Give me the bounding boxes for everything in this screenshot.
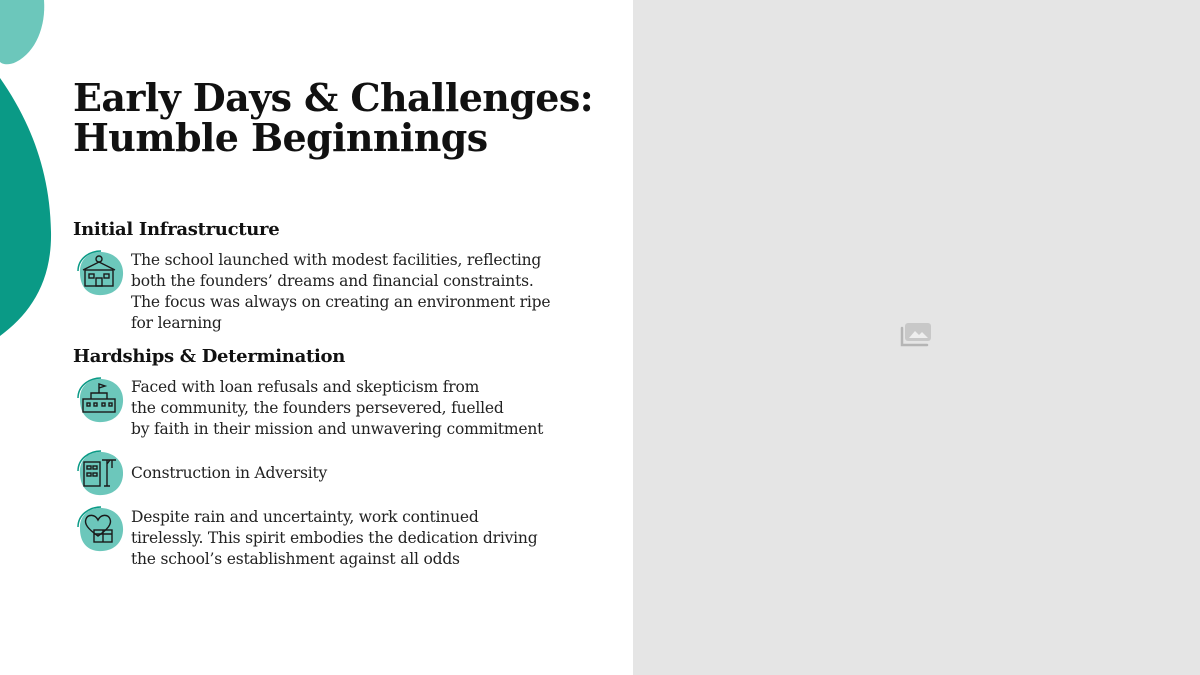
item-text-initial-infrastructure xyxy=(131,250,591,334)
title-line-2: Humble Beginnings xyxy=(73,115,488,160)
text-line: Faced with loan refusals and skepticism from xyxy=(131,378,480,396)
text-line: for learning xyxy=(131,314,222,332)
decorative-blob-small xyxy=(0,0,44,64)
text-line: Despite rain and uncertainty, work continued xyxy=(131,508,479,526)
text-line: The school launched with modest facilities, reflecting xyxy=(131,251,542,269)
decorative-blob-large xyxy=(0,78,51,336)
heart-box-icon xyxy=(74,504,126,554)
decorative-blob-shapes xyxy=(0,0,60,340)
text-line: Construction in Adversity xyxy=(131,464,328,482)
text-line: tirelessly. This spirit embodies the dedication driving xyxy=(131,529,538,547)
section-heading-hardships-determination: Hardships & Determination xyxy=(73,346,345,367)
text-line: The focus was always on creating an environment ripe xyxy=(131,293,551,311)
item-text-rain-uncertainty xyxy=(131,507,591,570)
title-line-1: Early Days & Challenges: xyxy=(73,75,594,120)
text-line: the school’s establishment against all odds xyxy=(131,550,460,568)
text-line: both the founders’ dreams and financial constraints. xyxy=(131,272,534,290)
school-building-icon xyxy=(74,248,126,298)
construction-crane-icon xyxy=(74,448,126,498)
page-title xyxy=(73,75,613,160)
item-text-construction xyxy=(131,463,591,484)
image-placeholder-panel[interactable] xyxy=(633,0,1200,675)
text-line: the community, the founders persevered, fuelled xyxy=(131,399,504,417)
section-heading-initial-infrastructure: Initial Infrastructure xyxy=(73,219,280,240)
image-placeholder-icon xyxy=(899,320,935,350)
text-line: by faith in their mission and unwavering commitment xyxy=(131,420,544,438)
item-text-loan-refusals xyxy=(131,377,591,440)
school-flag-icon xyxy=(74,375,126,425)
